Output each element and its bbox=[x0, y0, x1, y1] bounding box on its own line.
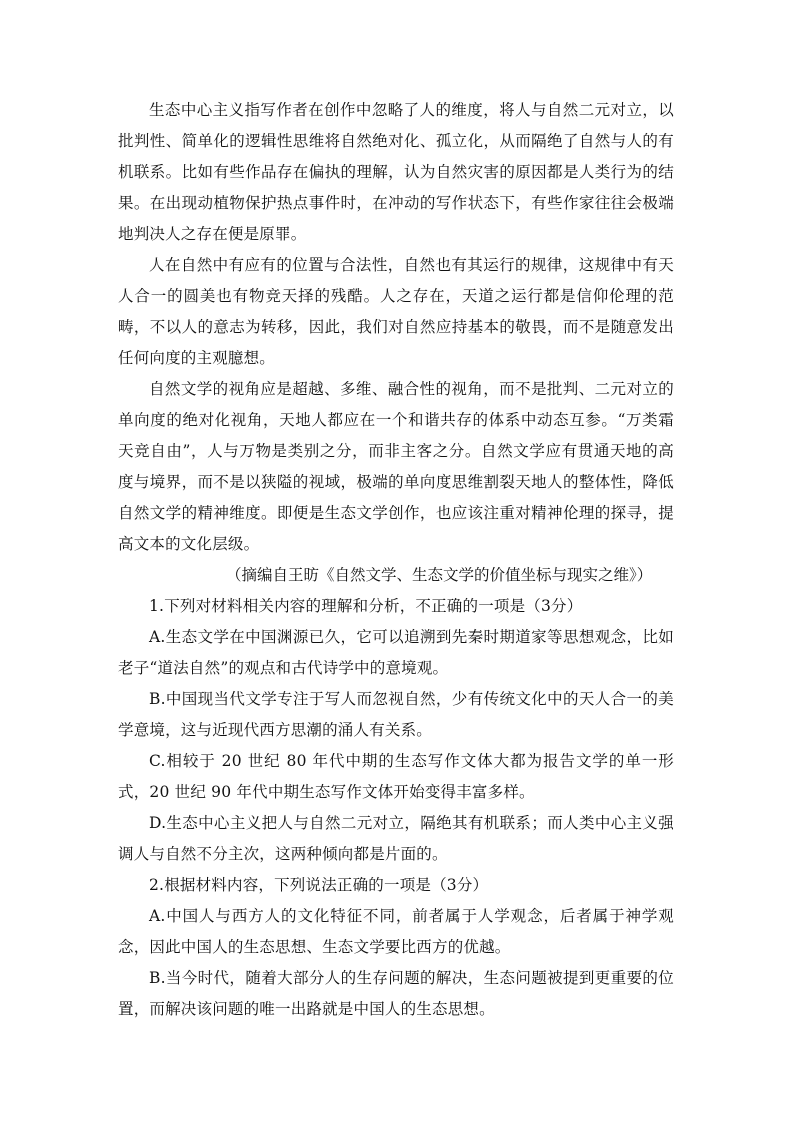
question-1-option-d: D.生态中心主义把人与自然二元对立，隔绝其有机联系；而人类中心主义强调人与自然不分主次，这两种倾向都是片面的。 bbox=[118, 814, 674, 863]
question-1-option-a: A.生态文学在中国渊源已久，它可以追溯到先秦时期道家等思想观念，比如老子“道法自然”的观点和古代诗学中的意境观。 bbox=[118, 628, 674, 677]
paragraph-1: 生态中心主义指写作者在创作中忽略了人的维度，将人与自然二元对立，以批判性、简单化的逻辑性思维将自然绝对化、孤立化，从而隔绝了自然与人的有机联系。比如有些作品存在偏执的理解，认为自然灾害的原因都是人类行为的结果。在出现动植物保护热点事件时，在冲动的写作状态下，有些作家往往会极端地判决人之存在便是原罪。 bbox=[118, 101, 674, 243]
question-2-option-b: B.当今时代，随着大部分人的生存问题的解决，生态问题被提到更重要的位置，而解决该问题的唯一出路就是中国人的生态思想。 bbox=[118, 969, 674, 1018]
question-2-stem: 2.根据材料内容，下列说法正确的一项是（3分） bbox=[149, 876, 489, 894]
document-page bbox=[118, 95, 674, 1025]
question-1-option-b: B.中国现当代文学专注于写人而忽视自然，少有传统文化中的天人合一的美学意境，这与近现代西方思潮的涌人有关系。 bbox=[118, 690, 674, 739]
question-1-option-c: C.相较于 20 世纪 80 年代中期的生态写作文体大都为报告文学的单一形式，20 世纪 90 年代中期生态写作文体开始变得丰富多样。 bbox=[118, 752, 674, 801]
paragraph-2: 人在自然中有应有的位置与合法性，自然也有其运行的规律，这规律中有天人合一的圆美也有物竞天择的残酷。人之存在，天道之运行都是信仰伦理的范畴，不以人的意志为转移，因此，我们对自然应持基本的敬畏，而不是随意发出任何向度的主观臆想。 bbox=[118, 256, 674, 367]
question-1-stem: 1.下列对材料相关内容的理解和分析，不正确的一项是（3分） bbox=[149, 597, 583, 615]
paragraph-3: 自然文学的视角应是超越、多维、融合性的视角，而不是批判、二元对立的单向度的绝对化视角，天地人都应在一个和谐共存的体系中动态互参。“万类霜天竞自由”，人与万物是类别之分，而非主客之分。自然文学应有贯通天地的高度与境界，而不是以狭隘的视域，极端的单向度思维割裂天地人的整体性，降低自然文学的精神维度。即便是生态文学创作，也应该注重对精神伦理的探寻，提高文本的文化层级。 bbox=[118, 380, 674, 553]
question-2-option-a: A.中国人与西方人的文化特征不同，前者属于人学观念，后者属于神学观念，因此中国人的生态思想、生态文学要比西方的优越。 bbox=[118, 907, 674, 956]
source-citation: （摘编自王昉《自然文学、生态文学的价值坐标与现实之维》） bbox=[226, 566, 653, 584]
